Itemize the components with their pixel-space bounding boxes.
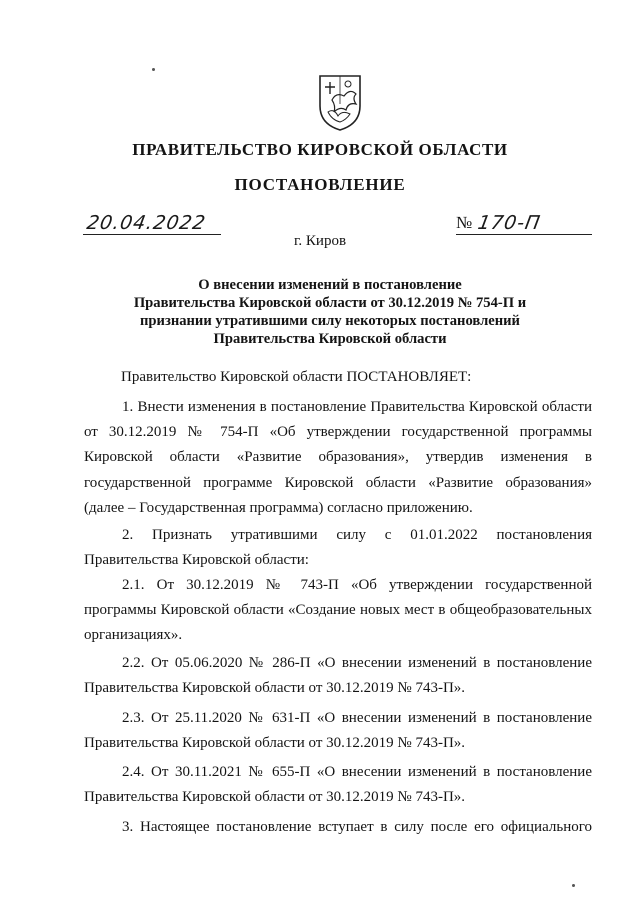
date-field — [83, 206, 221, 235]
handwritten-number: 170-П — [476, 212, 543, 234]
subject-line: Правительства Кировской области от 30.12.2019 № 754-П и — [133, 295, 527, 311]
subject-line: О внесении изменений в постановление — [198, 277, 462, 293]
paragraph-2: 2. Признать утратившими силу с 01.01.2022 постановления Правительства Кировской области: — [84, 527, 592, 569]
subject-line: признании утратившими силу некоторых постановлений — [140, 313, 520, 329]
preamble: Правительство Кировской области ПОСТАНОВЛЯЕТ: — [121, 369, 472, 385]
government-title: ПРАВИТЕЛЬСТВО КИРОВСКОЙ ОБЛАСТИ — [132, 140, 508, 159]
scan-speck — [152, 68, 155, 71]
handwritten-date: 20.04.2022 — [85, 212, 208, 234]
document-subject — [120, 276, 540, 348]
number-sign: № — [456, 213, 473, 232]
scan-speck — [572, 884, 575, 887]
subject-line: Правительства Кировской области — [213, 331, 447, 347]
number-field — [456, 206, 592, 235]
city-label: г. Киров — [293, 233, 347, 249]
paragraph-2-3: 2.3. От 25.11.2020 № 631-П «О внесении изменений в постановление Правительства Кировской области от 30.12.2019 № 743-П». — [84, 710, 592, 752]
paragraph-2-1: 2.1. От 30.12.2019 № 743-П «Об утверждении государственной программы Кировской области «Создание новых мест в общеобразовательных организациях». — [84, 577, 592, 644]
paragraph-2-4: 2.4. От 30.11.2021 № 655-П «О внесении изменений в постановление Правительства Кировской области от 30.12.2019 № 743-П». — [84, 764, 592, 806]
paragraph-1: 1. Внести изменения в постановление Правительства Кировской области от 30.12.2019 № 754-П «Об утверждении государственной программы Кировской области «Развитие образования», утвердив изменения в государственной программе Кировской области «Развитие образования» (далее – Государственная программа) согласно приложению. — [84, 399, 592, 516]
document-type: ПОСТАНОВЛЕНИЕ — [234, 175, 406, 194]
coat-of-arms-icon — [316, 70, 364, 132]
paragraph-3: 3. Настоящее постановление вступает в силу после его официального — [122, 819, 592, 835]
paragraph-2-2: 2.2. От 05.06.2020 № 286-П «О внесении изменений в постановление Правительства Кировской области от 30.12.2019 № 743-П». — [84, 655, 592, 697]
